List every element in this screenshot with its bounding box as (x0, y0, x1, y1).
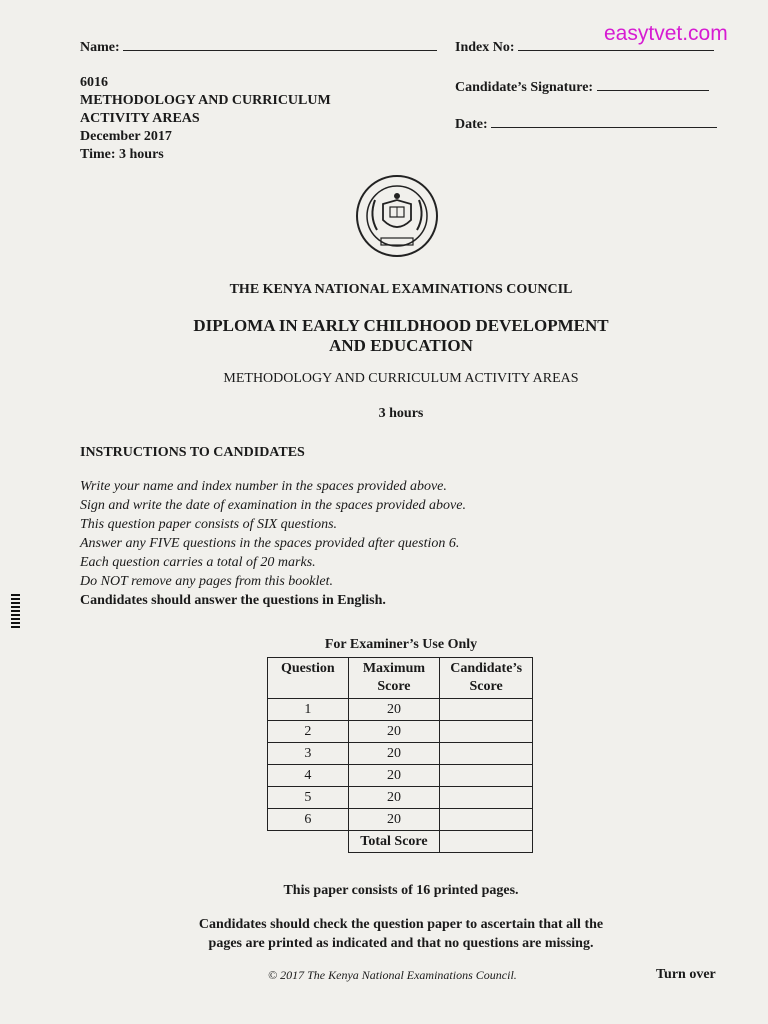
pages-note: This paper consists of 16 printed pages. (283, 883, 519, 898)
instructions-list (80, 477, 580, 610)
council-name: THE KENYA NATIONAL EXAMINATIONS COUNCIL (229, 282, 573, 297)
name-field (80, 36, 437, 57)
table-row (268, 721, 533, 743)
instruction-line: Do NOT remove any pages from this booklet. (80, 574, 334, 589)
total-score-cell[interactable] (440, 831, 533, 853)
total-score-label: Total Score (348, 831, 440, 853)
name-label: Name: (80, 40, 120, 55)
maximum-score: 20 (348, 765, 440, 787)
table-row (268, 787, 533, 809)
duration: 3 hours (378, 406, 424, 421)
paper-code: 6016 (80, 75, 108, 90)
question-number: 2 (268, 721, 349, 743)
table-header-row (268, 658, 533, 699)
paper-time: Time: 3 hours (80, 147, 164, 162)
date-blank[interactable] (491, 113, 717, 128)
table-row (268, 765, 533, 787)
instruction-line: Each question carries a total of 20 marks. (80, 555, 316, 570)
paper-title-line-2: ACTIVITY AREAS (80, 111, 200, 126)
candidate-score-cell[interactable] (440, 765, 533, 787)
index-label: Index No: (455, 40, 515, 55)
candidate-score-cell[interactable] (440, 699, 533, 721)
table-row (268, 699, 533, 721)
index-blank[interactable] (518, 36, 714, 51)
maximum-score: 20 (348, 721, 440, 743)
column-header-maximum-score: Maximum Score (348, 658, 440, 699)
instruction-line: This question paper consists of SIX questions. (80, 517, 338, 532)
question-number: 1 (268, 699, 349, 721)
maximum-score: 20 (348, 809, 440, 831)
copyright: © 2017 The Kenya National Examinations Council. (268, 968, 517, 982)
candidate-score-cell[interactable] (440, 743, 533, 765)
watermark: easytvet.com (604, 22, 728, 45)
table-row (268, 809, 533, 831)
turn-over: Turn over (656, 967, 716, 982)
subject-title: METHODOLOGY AND CURRICULUM ACTIVITY AREAS (223, 371, 579, 386)
candidate-score-cell[interactable] (440, 787, 533, 809)
question-number: 6 (268, 809, 349, 831)
date-label: Date: (455, 117, 488, 132)
signature-blank[interactable] (597, 76, 709, 91)
instruction-line: Candidates should answer the questions in English. (80, 593, 386, 608)
column-header-candidate-score: Candidate’s Score (440, 658, 533, 699)
signature-field (455, 76, 709, 97)
check-note (0, 915, 768, 953)
barcode-icon (11, 594, 20, 630)
question-number: 4 (268, 765, 349, 787)
paper-details (80, 74, 331, 164)
maximum-score: 20 (348, 699, 440, 721)
empty-cell (268, 831, 349, 853)
diploma-title-line-1: DIPLOMA IN EARLY CHILDHOOD DEVELOPMENT (193, 316, 609, 335)
maximum-score: 20 (348, 787, 440, 809)
candidate-score-cell[interactable] (440, 809, 533, 831)
instruction-line: Sign and write the date of examination in the spaces provided above. (80, 498, 466, 513)
instruction-line: Write your name and index number in the spaces provided above. (80, 479, 447, 494)
kenya-national-examinations-council-seal-icon (355, 174, 439, 258)
examiner-score-table (267, 657, 533, 853)
check-note-line-1: Candidates should check the question paper to ascertain that all the (198, 917, 604, 932)
check-note-line-2: pages are printed as indicated and that no questions are missing. (208, 936, 594, 951)
maximum-score: 20 (348, 743, 440, 765)
question-number: 5 (268, 787, 349, 809)
index-field (455, 36, 714, 57)
signature-label: Candidate’s Signature: (455, 80, 594, 95)
column-header-question: Question (268, 658, 349, 699)
question-number: 3 (268, 743, 349, 765)
instruction-line: Answer any FIVE questions in the spaces provided after question 6. (80, 536, 460, 551)
name-blank[interactable] (123, 36, 437, 51)
table-row (268, 743, 533, 765)
instructions-heading: INSTRUCTIONS TO CANDIDATES (80, 445, 305, 460)
candidate-score-cell[interactable] (440, 721, 533, 743)
paper-title-line-1: METHODOLOGY AND CURRICULUM (80, 93, 331, 108)
diploma-title (0, 316, 768, 356)
date-field (455, 113, 717, 134)
paper-date: December 2017 (80, 129, 172, 144)
table-total-row (268, 831, 533, 853)
examiner-table-caption: For Examiner’s Use Only (324, 637, 478, 652)
diploma-title-line-2: AND EDUCATION (329, 336, 473, 355)
